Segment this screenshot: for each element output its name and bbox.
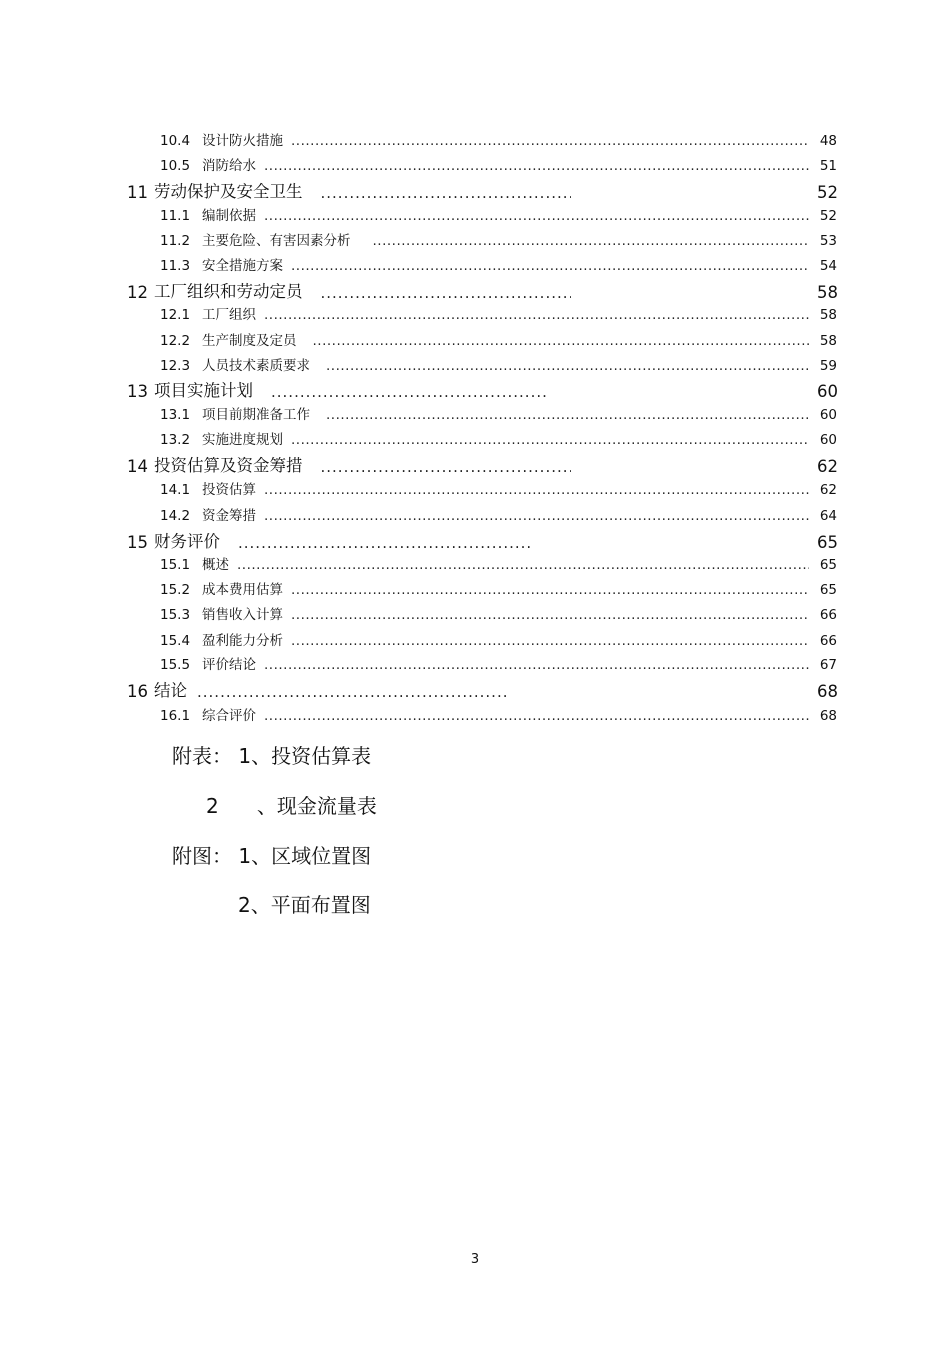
toc-section-number: 15.3 (160, 607, 191, 623)
toc-section-title: 实施进度规划 (202, 432, 283, 448)
toc-entry[interactable] (160, 256, 837, 274)
toc-leader-dots (264, 657, 809, 673)
toc-page-number: 59 (819, 358, 837, 374)
toc-entry[interactable] (160, 131, 837, 149)
toc-entry[interactable] (160, 430, 837, 448)
toc-section-title: 评价结论 (202, 657, 256, 673)
toc-chapter-title: 工厂组织和劳动定员 (154, 282, 303, 301)
toc-page-number: 60 (819, 407, 837, 423)
toc-leader-dots (271, 383, 546, 401)
toc-entry[interactable] (160, 655, 837, 673)
toc-section-title: 生产制度及定员 (202, 333, 297, 349)
toc-chapter-entry[interactable] (127, 530, 838, 552)
toc-page-number: 65 (819, 582, 837, 598)
toc-leader-dots (291, 432, 809, 448)
toc-section-number: 13.2 (160, 432, 191, 448)
toc-leader-dots (264, 708, 809, 724)
toc-leader-dots (264, 158, 809, 174)
toc-chapter-title: 结论 (154, 681, 187, 700)
toc-entry[interactable] (160, 156, 837, 174)
toc-page-number: 53 (819, 233, 837, 249)
toc-chapter-entry[interactable] (127, 679, 838, 701)
toc-section-number: 14.2 (160, 508, 191, 524)
toc-chapter-entry[interactable] (127, 454, 838, 476)
toc-entry[interactable] (160, 580, 837, 598)
toc-entry[interactable] (160, 480, 837, 498)
toc-leader-dots (238, 534, 533, 552)
toc-section-title: 盈利能力分析 (202, 633, 283, 649)
toc-page-number: 68 (817, 682, 838, 701)
toc-section-title: 资金筹措 (202, 508, 256, 524)
toc-leader-dots (237, 557, 809, 573)
toc-entry[interactable] (160, 605, 837, 623)
toc-chapter-title: 投资估算及资金筹措 (154, 456, 303, 475)
toc-section-title: 工厂组织 (202, 307, 256, 323)
toc-entry[interactable] (160, 305, 837, 323)
toc-leader-dots (321, 284, 571, 302)
toc-leader-dots (197, 683, 509, 701)
toc-page-number: 68 (819, 708, 837, 724)
toc-section-title: 概述 (202, 557, 229, 573)
toc-page-number: 67 (819, 657, 837, 673)
toc-leader-dots (326, 407, 809, 423)
toc-chapter-entry[interactable] (127, 180, 838, 202)
toc-section-title: 安全措施方案 (202, 258, 283, 274)
toc-page-number: 64 (819, 508, 837, 524)
toc-entry[interactable] (160, 706, 837, 724)
toc-leader-dots (264, 482, 809, 498)
toc-entry[interactable] (160, 206, 837, 224)
toc-section-title: 消防给水 (202, 158, 256, 174)
toc-section-title: 人员技术素质要求 (202, 358, 310, 374)
toc-section-number: 15.5 (160, 657, 191, 673)
toc-leader-dots (291, 258, 809, 274)
toc-chapter-number: 13 (127, 382, 148, 401)
toc-section-title: 项目前期准备工作 (202, 407, 310, 423)
toc-section-number: 11.1 (160, 208, 191, 224)
toc-leader-dots (321, 458, 571, 476)
toc-leader-dots (291, 582, 809, 598)
toc-leader-dots (291, 633, 809, 649)
toc-chapter-title: 财务评价 (154, 532, 220, 551)
toc-page-number: 65 (817, 533, 838, 552)
toc-page-number: 66 (819, 607, 837, 623)
page-number: 3 (470, 1252, 480, 1267)
toc-page-number: 65 (819, 557, 837, 573)
toc-chapter-title: 劳动保护及安全卫生 (154, 182, 303, 201)
toc-chapter-number: 14 (127, 457, 148, 476)
toc-section-title: 销售收入计算 (202, 607, 283, 623)
toc-entry[interactable] (160, 555, 837, 573)
toc-leader-dots (313, 333, 810, 349)
toc-section-title: 成本费用估算 (202, 582, 283, 598)
toc-page-number: 52 (817, 183, 838, 202)
toc-leader-dots (264, 508, 809, 524)
toc-section-title: 设计防火措施 (202, 133, 283, 149)
toc-entry[interactable] (160, 631, 837, 649)
toc-leader-dots (264, 307, 809, 323)
toc-section-number: 15.4 (160, 633, 191, 649)
toc-entry[interactable] (160, 405, 837, 423)
toc-chapter-number: 16 (127, 682, 148, 701)
toc-chapter-number: 15 (127, 533, 148, 552)
toc-page-number: 60 (817, 382, 838, 401)
appendix-figure-line-2: 2、平面布置图 (238, 893, 371, 917)
toc-section-title: 主要危险、有害因素分析 (202, 233, 351, 249)
toc-section-number: 13.1 (160, 407, 191, 423)
toc-section-number: 12.2 (160, 333, 191, 349)
toc-entry[interactable] (160, 231, 837, 249)
toc-leader-dots (373, 233, 810, 249)
toc-page-number: 62 (819, 482, 837, 498)
toc-chapter-entry[interactable] (127, 379, 838, 401)
toc-chapter-entry[interactable] (127, 280, 838, 302)
toc-page-number: 58 (817, 283, 838, 302)
toc-page-number: 60 (819, 432, 837, 448)
toc-entry[interactable] (160, 331, 837, 349)
toc-page-number: 52 (819, 208, 837, 224)
toc-entry[interactable] (160, 506, 837, 524)
toc-section-number: 11.3 (160, 258, 191, 274)
toc-page-number: 58 (819, 333, 837, 349)
appendix-figure-line-1: 附图： 1、区域位置图 (172, 844, 372, 868)
toc-section-title: 编制依据 (202, 208, 256, 224)
toc-page-number: 54 (819, 258, 837, 274)
toc-section-number: 15.2 (160, 582, 191, 598)
toc-leader-dots (291, 133, 809, 149)
toc-section-number: 12.1 (160, 307, 191, 323)
toc-page-number: 48 (819, 133, 837, 149)
toc-entry[interactable] (160, 356, 837, 374)
toc-page-number: 51 (819, 158, 837, 174)
toc-section-number: 12.3 (160, 358, 191, 374)
toc-leader-dots (291, 607, 809, 623)
toc-page-number: 62 (817, 457, 838, 476)
toc-section-number: 14.1 (160, 482, 191, 498)
toc-section-title: 投资估算 (202, 482, 256, 498)
appendix-table-line-1: 附表： 1、投资估算表 (172, 744, 372, 768)
appendix-table-line-2: 2 、现金流量表 (206, 794, 377, 818)
toc-leader-dots (321, 184, 571, 202)
toc-section-number: 10.5 (160, 158, 191, 174)
toc-section-number: 15.1 (160, 557, 191, 573)
toc-section-number: 16.1 (160, 708, 191, 724)
toc-chapter-number: 12 (127, 283, 148, 302)
toc-page-number: 66 (819, 633, 837, 649)
toc-section-title: 综合评价 (202, 708, 256, 724)
toc-leader-dots (326, 358, 809, 374)
toc-chapter-title: 项目实施计划 (154, 381, 253, 400)
toc-section-number: 11.2 (160, 233, 191, 249)
toc-chapter-number: 11 (127, 183, 148, 202)
toc-page-number: 58 (819, 307, 837, 323)
toc-leader-dots (264, 208, 809, 224)
toc-section-number: 10.4 (160, 133, 191, 149)
